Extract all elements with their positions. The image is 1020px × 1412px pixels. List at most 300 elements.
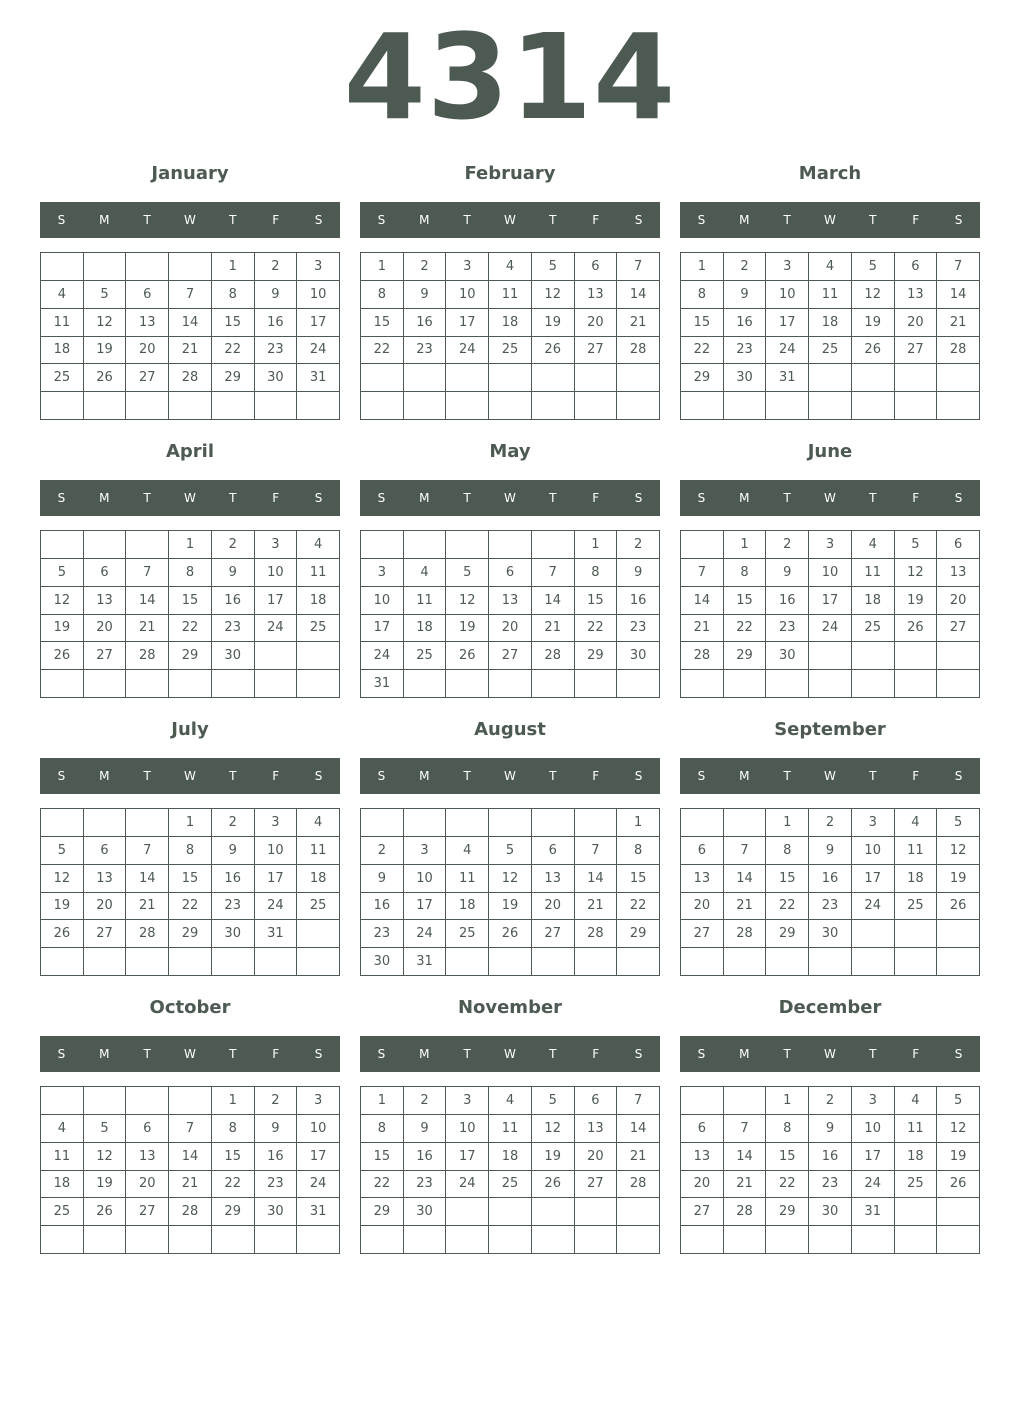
day-cell: 6: [575, 253, 618, 281]
empty-day-cell: [681, 948, 724, 976]
day-cell: 11: [489, 1115, 532, 1143]
weekday-label: S: [314, 1047, 323, 1061]
day-cell: 23: [361, 920, 404, 948]
empty-day-cell: [532, 1226, 575, 1254]
day-cell: 23: [809, 893, 852, 921]
year-title: 4314: [343, 8, 677, 146]
day-cell: 20: [84, 893, 127, 921]
weekday-label: M: [739, 1047, 750, 1061]
empty-day-cell: [41, 392, 84, 420]
weekday-label: S: [377, 491, 386, 505]
day-cell: 29: [361, 1198, 404, 1226]
day-cell: 10: [361, 587, 404, 615]
empty-day-cell: [532, 392, 575, 420]
day-cell: 21: [169, 1171, 212, 1199]
empty-day-cell: [617, 948, 660, 976]
empty-day-cell: [84, 392, 127, 420]
day-cell: 9: [404, 1115, 447, 1143]
day-cell: 3: [297, 253, 340, 281]
day-cell: 21: [681, 615, 724, 643]
day-cell: 7: [681, 559, 724, 587]
day-cell: 15: [212, 1143, 255, 1171]
day-cell: 28: [724, 920, 767, 948]
day-cell: 22: [361, 337, 404, 365]
empty-day-cell: [489, 1198, 532, 1226]
empty-day-cell: [361, 392, 404, 420]
day-cell: 5: [489, 837, 532, 865]
day-cell: 8: [575, 559, 618, 587]
day-cell: 29: [724, 642, 767, 670]
month-august: [360, 715, 660, 977]
day-cell: 27: [84, 920, 127, 948]
weekday-label: S: [57, 213, 66, 227]
empty-day-cell: [41, 948, 84, 976]
day-cell: 2: [212, 531, 255, 559]
weekday-label: T: [869, 491, 877, 505]
day-cell: 13: [575, 1115, 618, 1143]
day-cell: 18: [895, 1143, 938, 1171]
day-cell: 16: [212, 587, 255, 615]
day-cell: 14: [681, 587, 724, 615]
day-cell: 10: [852, 1115, 895, 1143]
day-cell: 4: [809, 253, 852, 281]
empty-day-cell: [575, 670, 618, 698]
day-cell: 14: [126, 587, 169, 615]
day-cell: 22: [212, 337, 255, 365]
empty-day-cell: [126, 948, 169, 976]
weekday-label: S: [57, 769, 66, 783]
empty-day-cell: [809, 364, 852, 392]
day-cell: 1: [766, 809, 809, 837]
day-cell: 27: [575, 1171, 618, 1199]
day-cell: 13: [681, 1143, 724, 1171]
day-cell: 6: [126, 281, 169, 309]
day-cell: 28: [169, 364, 212, 392]
day-cell: 27: [681, 920, 724, 948]
day-grid: [680, 808, 980, 976]
day-cell: 8: [766, 837, 809, 865]
weekday-label: S: [954, 491, 963, 505]
day-cell: 17: [809, 587, 852, 615]
empty-day-cell: [852, 1226, 895, 1254]
weekday-header: [40, 202, 340, 238]
empty-day-cell: [126, 392, 169, 420]
day-cell: 4: [852, 531, 895, 559]
day-cell: 9: [255, 1115, 298, 1143]
day-cell: 9: [212, 559, 255, 587]
month-june: [680, 437, 980, 699]
day-cell: 1: [361, 253, 404, 281]
day-cell: 25: [895, 1171, 938, 1199]
day-cell: 18: [895, 865, 938, 893]
day-cell: 13: [489, 587, 532, 615]
day-cell: 30: [724, 364, 767, 392]
day-cell: 12: [852, 281, 895, 309]
day-cell: 29: [212, 1198, 255, 1226]
day-cell: 15: [361, 309, 404, 337]
day-cell: 21: [532, 615, 575, 643]
day-cell: 7: [724, 1115, 767, 1143]
weekday-label: S: [954, 769, 963, 783]
day-cell: 8: [361, 281, 404, 309]
day-cell: 27: [126, 1198, 169, 1226]
day-cell: 22: [212, 1171, 255, 1199]
empty-day-cell: [169, 670, 212, 698]
day-cell: 23: [617, 615, 660, 643]
empty-day-cell: [766, 948, 809, 976]
day-cell: 22: [169, 893, 212, 921]
month-april: [40, 437, 340, 699]
day-cell: 8: [766, 1115, 809, 1143]
day-cell: 20: [489, 615, 532, 643]
day-grid: [680, 1086, 980, 1254]
month-name: August: [474, 719, 546, 740]
weekday-label: F: [272, 491, 280, 505]
empty-day-cell: [84, 253, 127, 281]
day-cell: 17: [852, 1143, 895, 1171]
day-cell: 18: [489, 309, 532, 337]
day-cell: 19: [937, 1143, 980, 1171]
weekday-label: S: [377, 213, 386, 227]
day-cell: 4: [895, 1087, 938, 1115]
day-cell: 12: [41, 587, 84, 615]
weekday-label: T: [229, 213, 237, 227]
day-cell: 12: [937, 837, 980, 865]
empty-day-cell: [724, 392, 767, 420]
day-cell: 15: [169, 587, 212, 615]
day-cell: 24: [852, 1171, 895, 1199]
weekday-label: W: [504, 769, 516, 783]
empty-day-cell: [212, 670, 255, 698]
day-cell: 28: [724, 1198, 767, 1226]
day-cell: 11: [41, 309, 84, 337]
day-cell: 28: [532, 642, 575, 670]
day-cell: 6: [681, 837, 724, 865]
day-cell: 9: [361, 865, 404, 893]
day-cell: 16: [404, 309, 447, 337]
day-cell: 3: [297, 1087, 340, 1115]
empty-day-cell: [852, 948, 895, 976]
weekday-label: M: [739, 213, 750, 227]
day-cell: 27: [937, 615, 980, 643]
empty-day-cell: [681, 809, 724, 837]
day-cell: 21: [126, 893, 169, 921]
empty-day-cell: [84, 531, 127, 559]
day-cell: 28: [681, 642, 724, 670]
day-cell: 26: [84, 364, 127, 392]
day-cell: 16: [809, 865, 852, 893]
empty-day-cell: [532, 670, 575, 698]
day-grid: [360, 530, 660, 698]
day-cell: 11: [404, 587, 447, 615]
day-cell: 13: [532, 865, 575, 893]
empty-day-cell: [809, 948, 852, 976]
day-cell: 3: [446, 1087, 489, 1115]
month-september: [680, 715, 980, 977]
weekday-label: M: [99, 769, 110, 783]
day-cell: 13: [84, 865, 127, 893]
empty-day-cell: [895, 392, 938, 420]
weekday-label: T: [783, 213, 791, 227]
empty-day-cell: [809, 670, 852, 698]
empty-day-cell: [41, 531, 84, 559]
day-cell: 21: [937, 309, 980, 337]
day-cell: 15: [681, 309, 724, 337]
empty-day-cell: [489, 364, 532, 392]
day-cell: 6: [84, 837, 127, 865]
empty-day-cell: [724, 670, 767, 698]
day-cell: 1: [169, 809, 212, 837]
empty-day-cell: [255, 948, 298, 976]
day-cell: 30: [212, 642, 255, 670]
day-cell: 7: [169, 281, 212, 309]
day-cell: 19: [532, 1143, 575, 1171]
empty-day-cell: [446, 1198, 489, 1226]
day-cell: 4: [895, 809, 938, 837]
day-cell: 7: [937, 253, 980, 281]
day-cell: 13: [126, 309, 169, 337]
empty-day-cell: [41, 253, 84, 281]
day-grid: [360, 252, 660, 420]
day-cell: 9: [766, 559, 809, 587]
empty-day-cell: [895, 670, 938, 698]
weekday-label: F: [272, 769, 280, 783]
day-cell: 25: [809, 337, 852, 365]
day-cell: 2: [617, 531, 660, 559]
weekday-label: W: [504, 1047, 516, 1061]
weekday-label: F: [592, 213, 600, 227]
day-cell: 1: [212, 253, 255, 281]
day-cell: 10: [446, 1115, 489, 1143]
weekday-header: [40, 758, 340, 794]
day-cell: 6: [681, 1115, 724, 1143]
empty-day-cell: [937, 948, 980, 976]
empty-day-cell: [446, 809, 489, 837]
day-cell: 22: [617, 893, 660, 921]
weekday-label: S: [377, 1047, 386, 1061]
weekday-header: [40, 480, 340, 516]
day-cell: 30: [361, 948, 404, 976]
weekday-label: T: [143, 213, 151, 227]
day-cell: 21: [724, 1171, 767, 1199]
day-cell: 6: [937, 531, 980, 559]
weekday-header: [360, 480, 660, 516]
weekday-label: T: [869, 213, 877, 227]
day-cell: 14: [575, 865, 618, 893]
weekday-label: F: [912, 491, 920, 505]
day-cell: 5: [41, 559, 84, 587]
month-name: March: [798, 163, 862, 184]
weekday-header: [680, 202, 980, 238]
weekday-label: T: [549, 213, 557, 227]
day-grid: [680, 530, 980, 698]
empty-day-cell: [255, 392, 298, 420]
day-cell: 12: [84, 1143, 127, 1171]
day-cell: 30: [809, 1198, 852, 1226]
empty-day-cell: [404, 809, 447, 837]
day-cell: 30: [212, 920, 255, 948]
day-cell: 12: [84, 309, 127, 337]
empty-day-cell: [681, 670, 724, 698]
day-cell: 21: [126, 615, 169, 643]
empty-day-cell: [212, 392, 255, 420]
day-cell: 25: [489, 337, 532, 365]
empty-day-cell: [617, 1226, 660, 1254]
empty-day-cell: [895, 642, 938, 670]
weekday-label: M: [419, 491, 430, 505]
day-grid: [40, 808, 340, 976]
day-cell: 27: [84, 642, 127, 670]
day-cell: 10: [255, 837, 298, 865]
weekday-label: T: [463, 1047, 471, 1061]
day-cell: 12: [446, 587, 489, 615]
weekday-label: F: [592, 491, 600, 505]
weekday-label: F: [912, 213, 920, 227]
weekday-header: [680, 480, 980, 516]
day-cell: 2: [809, 809, 852, 837]
day-cell: 15: [361, 1143, 404, 1171]
empty-day-cell: [724, 1087, 767, 1115]
weekday-label: M: [739, 491, 750, 505]
day-cell: 29: [617, 920, 660, 948]
weekday-label: F: [592, 1047, 600, 1061]
day-cell: 18: [852, 587, 895, 615]
day-cell: 7: [617, 253, 660, 281]
weekday-label: W: [184, 213, 196, 227]
day-cell: 4: [297, 531, 340, 559]
day-cell: 19: [895, 587, 938, 615]
empty-day-cell: [895, 1198, 938, 1226]
weekday-label: T: [229, 1047, 237, 1061]
day-cell: 23: [809, 1171, 852, 1199]
weekday-label: W: [824, 769, 836, 783]
day-cell: 4: [446, 837, 489, 865]
weekday-label: M: [419, 1047, 430, 1061]
day-cell: 20: [575, 1143, 618, 1171]
day-cell: 19: [41, 893, 84, 921]
day-cell: 20: [681, 893, 724, 921]
day-cell: 24: [361, 642, 404, 670]
day-cell: 1: [169, 531, 212, 559]
weekday-label: M: [419, 213, 430, 227]
day-cell: 16: [809, 1143, 852, 1171]
day-cell: 7: [126, 837, 169, 865]
month-name: January: [151, 163, 229, 184]
empty-day-cell: [212, 948, 255, 976]
empty-day-cell: [895, 948, 938, 976]
empty-day-cell: [126, 670, 169, 698]
day-cell: 19: [532, 309, 575, 337]
weekday-label: T: [143, 491, 151, 505]
day-cell: 25: [41, 364, 84, 392]
day-cell: 30: [766, 642, 809, 670]
day-cell: 7: [169, 1115, 212, 1143]
day-cell: 5: [41, 837, 84, 865]
day-cell: 8: [212, 281, 255, 309]
day-cell: 26: [532, 337, 575, 365]
day-cell: 3: [809, 531, 852, 559]
day-cell: 17: [852, 865, 895, 893]
day-cell: 2: [361, 837, 404, 865]
day-cell: 9: [809, 1115, 852, 1143]
empty-day-cell: [84, 1226, 127, 1254]
day-cell: 24: [852, 893, 895, 921]
weekday-label: S: [697, 769, 706, 783]
day-cell: 27: [575, 337, 618, 365]
empty-day-cell: [41, 670, 84, 698]
day-cell: 10: [446, 281, 489, 309]
weekday-label: T: [869, 769, 877, 783]
weekday-label: F: [912, 769, 920, 783]
day-cell: 24: [766, 337, 809, 365]
day-cell: 2: [724, 253, 767, 281]
day-cell: 18: [446, 893, 489, 921]
empty-day-cell: [766, 392, 809, 420]
day-cell: 12: [489, 865, 532, 893]
empty-day-cell: [489, 531, 532, 559]
day-cell: 27: [489, 642, 532, 670]
empty-day-cell: [532, 364, 575, 392]
day-cell: 5: [852, 253, 895, 281]
weekday-label: T: [143, 1047, 151, 1061]
day-cell: 25: [489, 1171, 532, 1199]
day-cell: 8: [361, 1115, 404, 1143]
day-cell: 18: [404, 615, 447, 643]
month-may: [360, 437, 660, 699]
day-cell: 30: [809, 920, 852, 948]
day-cell: 31: [404, 948, 447, 976]
empty-day-cell: [169, 253, 212, 281]
weekday-header: [360, 1036, 660, 1072]
empty-day-cell: [404, 1226, 447, 1254]
day-cell: 14: [169, 309, 212, 337]
weekday-header: [680, 758, 980, 794]
day-cell: 7: [724, 837, 767, 865]
day-cell: 3: [404, 837, 447, 865]
empty-day-cell: [489, 809, 532, 837]
weekday-label: W: [824, 213, 836, 227]
day-cell: 10: [297, 281, 340, 309]
weekday-label: S: [634, 491, 643, 505]
day-cell: 4: [489, 1087, 532, 1115]
day-cell: 13: [126, 1143, 169, 1171]
empty-day-cell: [489, 1226, 532, 1254]
day-cell: 8: [169, 837, 212, 865]
day-cell: 19: [84, 337, 127, 365]
empty-day-cell: [724, 948, 767, 976]
month-name: June: [807, 441, 853, 462]
empty-day-cell: [532, 1198, 575, 1226]
empty-day-cell: [297, 642, 340, 670]
day-cell: 16: [404, 1143, 447, 1171]
day-cell: 26: [41, 920, 84, 948]
month-name: July: [171, 719, 209, 740]
empty-day-cell: [446, 948, 489, 976]
day-cell: 23: [724, 337, 767, 365]
day-cell: 23: [766, 615, 809, 643]
empty-day-cell: [852, 670, 895, 698]
empty-day-cell: [575, 948, 618, 976]
day-cell: 18: [489, 1143, 532, 1171]
day-cell: 26: [532, 1171, 575, 1199]
day-cell: 11: [895, 837, 938, 865]
day-cell: 26: [84, 1198, 127, 1226]
empty-day-cell: [937, 642, 980, 670]
day-cell: 24: [255, 893, 298, 921]
weekday-label: S: [314, 491, 323, 505]
day-cell: 16: [255, 309, 298, 337]
day-cell: 14: [126, 865, 169, 893]
